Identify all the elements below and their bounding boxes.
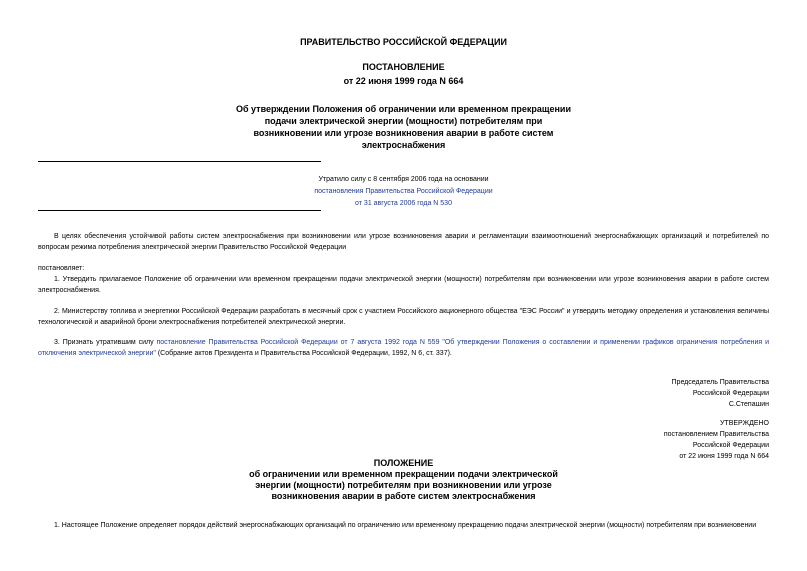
title-line: электроснабжения <box>361 140 446 150</box>
title-line: подачи электрической энергии (мощности) потребителям при <box>264 116 543 126</box>
document-type: ПОСТАНОВЛЕНИЕ <box>362 62 445 72</box>
repealed-decree-link[interactable]: постановление Правительства Российской Федерации от 7 августа 1992 года N 559 "Об утверждении Положения о составлении и применении графиков ограничения потребления и отключения электрической энергии" <box>38 339 769 357</box>
regulation-heading: ПОЛОЖЕНИЕ <box>373 458 434 468</box>
lapsed-decree-link[interactable]: постановления Правительства Российской Федерации <box>314 188 493 195</box>
regulation-title <box>0 458 807 502</box>
approved-date: от 22 июня 1999 года N 664 <box>679 453 769 460</box>
document-title <box>0 103 807 151</box>
regulation-title-line: энергии (мощности) потребителям при возникновении или угрозе <box>255 480 552 490</box>
decree-item-2: 2. Министерству топлива и энергетики Российской Федерации разработать в месячный срок с участием Российского акционерного общества "ЕЭС России" и утвердить методику определения и установления величины технологической и аварийной брони электроснабжения потребителей электрической энергии. <box>38 308 769 326</box>
decree-item-1: 1. Утвердить прилагаемое Положение об ограничении или временном прекращении подачи электрической энергии (мощности) потребителям при возникновении или угрозе возникновения аварии в работе систем электроснабжения. <box>38 276 769 294</box>
title-line: возникновении или угрозе возникновения аварии в работе систем <box>253 128 554 138</box>
intro-paragraph: В целях обеспечения устойчивой работы систем электроснабжения при возникновении или угрозе возникновения аварии и регламентации взаимоотношений энергоснабжающих организаций и потребителей по вопросам режима потребления электрической энергии Правительство Российской Федерации <box>38 233 769 251</box>
regulation-title-line: возникновения аварии в работе систем электроснабжения <box>271 491 536 501</box>
approved-country: Российской Федерации <box>692 442 769 449</box>
item3-suffix: (Собрание актов Президента и Правительства Российской Федерации, 1992, N 6, ст. 337). <box>155 350 452 357</box>
signature-block <box>672 377 769 410</box>
approval-block <box>664 418 769 462</box>
signature-name: С.Степашин <box>728 401 769 408</box>
approved-label: УТВЕРЖДЕНО <box>719 420 769 427</box>
signature-country: Российской Федерации <box>692 390 769 397</box>
title-line: Об утверждении Положения об ограничении или временном прекращении <box>235 104 572 114</box>
decree-item-3 <box>38 337 769 359</box>
divider-bottom <box>38 210 321 211</box>
divider-top <box>38 161 321 162</box>
decrees-label: постановляет: <box>38 265 85 272</box>
regulation-title-line: об ограничении или временном прекращении подачи электрической <box>249 469 558 479</box>
document-date-number: от 22 июня 1999 года N 664 <box>343 76 464 86</box>
item3-prefix: 3. Признать утратившим силу <box>54 339 157 346</box>
lapsed-decree-link-date[interactable]: от 31 августа 2006 года N 530 <box>355 200 452 207</box>
approved-by: постановлением Правительства <box>663 431 769 438</box>
signature-position: Председатель Правительства <box>671 379 769 386</box>
lapsed-note <box>0 174 807 210</box>
lapsed-note-text: Утратило силу с 8 сентября 2006 года на основании <box>318 176 489 183</box>
regulation-paragraph-1: 1. Настоящее Положение определяет порядок действий энергоснабжающих организаций по ограничению или временному прекращению подачи электрической энергии (мощности) потребителям при возникновении <box>54 522 757 529</box>
government-heading: ПРАВИТЕЛЬСТВО РОССИЙСКОЙ ФЕДЕРАЦИИ <box>300 37 507 47</box>
